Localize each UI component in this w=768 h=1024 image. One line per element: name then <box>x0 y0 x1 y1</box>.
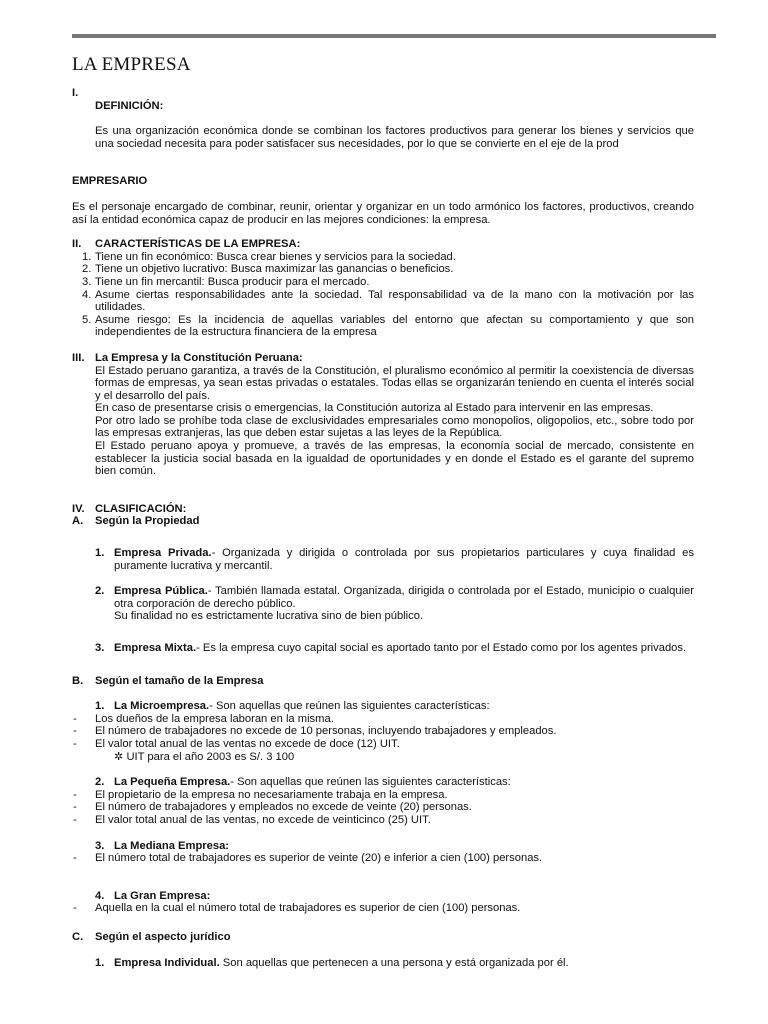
section-number: I. <box>72 87 79 99</box>
item-number: 4. <box>82 288 92 301</box>
section-heading: DEFINICIÓN: <box>95 99 164 112</box>
constitucion-paragraph: En caso de presentarse crisis o emergencias, la Constitución autoriza al Estado para intervenir en las empresas. <box>95 402 654 415</box>
propiedad-item-extra: Su finalidad no es estrictamente lucrativa sino de bien público. <box>114 610 424 623</box>
dash-item <box>72 738 694 751</box>
item-number: 3. <box>95 642 105 654</box>
section-heading <box>72 503 694 516</box>
dash-bullet: - <box>73 852 77 865</box>
constitucion-paragraph: El Estado peruano apoya y promueve, a través de las empresas, la economía social de mercado, consistente en establecer la justicia social basada en la igualdad de oportunidades y en donde el Estado es el garante del supremo bien común. <box>95 440 694 478</box>
subsection-heading-text: Según la Propiedad <box>95 515 200 528</box>
section-heading <box>72 238 694 251</box>
item-number: 3. <box>95 839 105 852</box>
dash-item <box>72 789 694 802</box>
item-text: Tiene un fin económico: Busca crear bienes y servicios para la sociedad. <box>95 250 456 263</box>
tamano-item <box>72 776 694 789</box>
dash-bullet: - <box>73 712 77 725</box>
item-text: - También llamada estatal. Organizada, dirigida o controlada por el Estado, municipio o cualquier otra corporación de derecho público. <box>114 585 694 610</box>
dash-text: El número de trabajadores no excede de 10 personas, incluyendo trabajadores y empleados. <box>95 725 557 738</box>
subsection-heading <box>72 931 694 944</box>
dash-text: El valor total anual de las ventas, no excede de veinticinco (25) UIT. <box>95 813 431 826</box>
dash-text: El valor total anual de las ventas no excede de doce (12) UIT. <box>95 737 400 750</box>
dash-item <box>72 713 694 726</box>
propiedad-item <box>72 585 694 610</box>
item-text: Tiene un fin mercantil: Busca producir para el mercado. <box>95 275 370 288</box>
dash-item <box>72 902 694 915</box>
dash-bullet: - <box>73 813 77 826</box>
subsection-heading-text: Según el tamaño de la Empresa <box>95 674 264 687</box>
item-number: 2. <box>82 263 92 276</box>
dash-bullet: - <box>73 725 77 738</box>
item-term: La Mediana Empresa: <box>114 839 230 852</box>
item-number: 5. <box>82 313 92 326</box>
tamano-item <box>72 700 694 713</box>
dash-text: El propietario de la empresa no necesariamente trabaja en la empresa. <box>95 788 448 801</box>
subsection-heading-text: Según el aspecto jurídico <box>95 930 231 943</box>
item-text: Tiene un objetivo lucrativo: Busca maximizar las ganancias o beneficios. <box>95 263 454 276</box>
section-heading-text: CARACTERÍSTICAS DE LA EMPRESA: <box>95 238 301 251</box>
propiedad-item <box>72 642 694 655</box>
dash-item <box>72 725 694 738</box>
subsection-heading <box>72 515 694 528</box>
list-item <box>72 314 694 339</box>
list-item <box>72 263 694 276</box>
section-clasificacion <box>72 503 694 969</box>
dash-text: Aquella en la cual el número total de trabajadores es superior de cien (100) personas. <box>95 902 521 915</box>
section-heading: EMPRESARIO <box>72 175 148 188</box>
list-item <box>72 276 694 289</box>
section-caracteristicas <box>72 238 694 339</box>
tamano-item <box>72 890 694 903</box>
section-number: II. <box>72 238 82 251</box>
document-body <box>72 87 694 969</box>
constitucion-paragraph: Por otro lado se prohíbe toda clase de exclusividades empresariales como monopolios, oligopolios, etc., sobre todo por las empresas extranjeras, las que deben estar sujetas a las leyes de la República. <box>95 414 694 440</box>
item-term: Empresa Mixta. <box>114 642 197 654</box>
tamano-item <box>72 840 694 853</box>
list-item <box>72 289 694 314</box>
item-number: 2. <box>95 585 105 598</box>
item-number: 1. <box>82 250 92 263</box>
section-heading <box>72 352 694 365</box>
item-text: Son aquellas que pertenecen a una persona y está organizada por él. <box>219 956 569 969</box>
dash-bullet: - <box>73 737 77 750</box>
item-text: - Son aquellas que reúnen las siguientes características: <box>230 776 511 789</box>
empresario-text: Es el personaje encargado de combinar, reunir, orientar y organizar en un todo armónico los factores, productivos, creando así la entidad económica capaz de producir en las mejores condiciones: la empresa. <box>72 200 694 226</box>
dash-bullet: - <box>73 902 77 915</box>
top-rule <box>72 34 716 38</box>
item-text: Asume riesgo: Es la incidencia de aquellas variables del entorno que afectan su comportamiento y que son independientes de la estructura financiera de la empresa <box>95 313 694 339</box>
dash-text: El número total de trabajadores es superior de veinte (20) e inferior a cien (100) personas. <box>95 852 543 865</box>
list-item <box>72 251 694 264</box>
section-number: IV. <box>72 502 85 515</box>
item-number: 1. <box>95 547 105 560</box>
dash-text: El número de trabajadores y empleados no excede de veinte (20) personas. <box>95 801 472 814</box>
section-heading-text: CLASIFICACIÓN: <box>95 502 187 515</box>
page-title: LA EMPRESA <box>72 54 191 75</box>
subsection-letter: C. <box>72 930 84 943</box>
item-term: Empresa Individual. <box>114 956 220 969</box>
item-term: Empresa Privada. <box>114 547 212 560</box>
item-number: 4. <box>95 889 105 902</box>
item-text: - Es la empresa cuyo capital social es aportado tanto por el Estado como por los agentes privados. <box>196 642 687 654</box>
subsection-heading <box>72 675 694 688</box>
item-text: - Organizada y dirigida o controlada por sus propietarios particulares y cuya finalidad es puramente lucrativa y mercantil. <box>114 547 694 572</box>
dash-bullet: - <box>73 788 77 801</box>
dash-item <box>72 852 694 865</box>
section-number: III. <box>72 351 85 364</box>
subsection-letter: B. <box>72 674 84 687</box>
section-constitucion <box>72 352 694 478</box>
item-term: La Gran Empresa: <box>114 889 211 902</box>
dash-item <box>72 801 694 814</box>
definicion-text: Es una organización económica donde se combinan los factores productivos para generar los bienes y servicios que una sociedad necesita para poder satisfacer sus necesidades, por lo que se convierte en el eje de la prod <box>95 125 694 150</box>
section-definicion <box>72 87 694 150</box>
item-text: - Son aquellas que reúnen las siguientes características: <box>209 700 490 713</box>
section-empresario <box>72 175 694 226</box>
item-number: 3. <box>82 275 92 288</box>
dash-text: Los dueños de la empresa laboran en la misma. <box>95 712 334 725</box>
uit-note: ✲ UIT para el año 2003 es S/. 3 100 <box>114 750 295 763</box>
caracteristicas-list <box>72 251 694 339</box>
item-term: La Microempresa. <box>114 700 210 713</box>
propiedad-item <box>72 547 694 572</box>
dash-item <box>72 814 694 827</box>
section-heading-text: La Empresa y la Constitución Peruana: <box>95 351 303 364</box>
item-number: 1. <box>95 956 105 969</box>
subsection-letter: A. <box>72 515 84 528</box>
item-text: Asume ciertas responsabilidades ante la sociedad. Tal responsabilidad va de la mano con la motivación por las utilidades. <box>95 288 694 314</box>
item-number: 2. <box>95 776 105 789</box>
item-number: 1. <box>95 700 105 713</box>
item-term: Empresa Pública. <box>114 585 208 598</box>
juridico-item <box>72 957 694 970</box>
item-term: La Pequeña Empresa. <box>114 776 231 789</box>
constitucion-paragraph: El Estado peruano garantiza, a través de la Constitución, el pluralismo económico al permitir la coexistencia de diversas formas de empresas, ya sean estas privadas o estatales. Todas ellas se organizarán teniendo en cuenta el interés social y el desarrollo del país. <box>95 364 694 402</box>
dash-bullet: - <box>73 801 77 814</box>
